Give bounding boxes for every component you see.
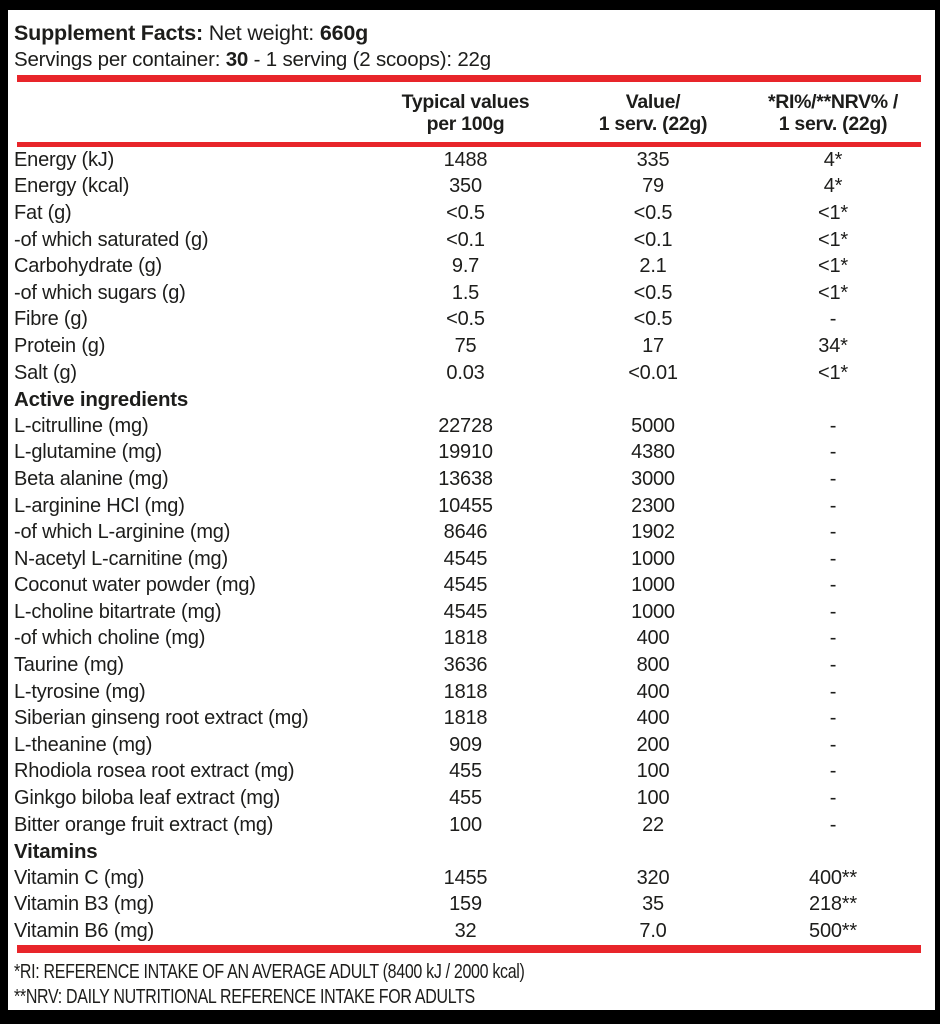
per-serving-value: 17 xyxy=(642,334,664,357)
row-label: Coconut water powder (mg) xyxy=(14,574,256,597)
per-100g-value: <0.1 xyxy=(446,228,485,251)
table-row xyxy=(8,227,935,254)
ri-nrv-value: - xyxy=(829,521,837,544)
ri-nrv-value: - xyxy=(829,414,837,437)
table-row xyxy=(8,626,935,653)
ri-nrv-value: 400** xyxy=(809,866,857,889)
row-label: L-tyrosine (mg) xyxy=(14,680,146,703)
table-row xyxy=(8,573,935,600)
ri-nrv-value: - xyxy=(829,627,837,650)
table-row xyxy=(8,519,935,546)
footnote-nrv: **NRV: DAILY NUTRITIONAL REFERENCE INTAKE FOR ADULTS xyxy=(14,984,475,1008)
row-label: Energy (kcal) xyxy=(14,175,130,198)
row-label: Beta alanine (mg) xyxy=(14,467,169,490)
ri-nrv-value: <1* xyxy=(818,255,848,278)
per-100g-value: 10455 xyxy=(438,494,493,517)
per-100g-value: 100 xyxy=(449,813,482,836)
net-weight-value: 660g xyxy=(319,21,369,45)
ri-nrv-value: 4* xyxy=(823,175,843,198)
per-100g-value: 4545 xyxy=(443,574,488,597)
per-100g-value: 8646 xyxy=(443,521,488,544)
table-row xyxy=(8,493,935,520)
ri-nrv-value: - xyxy=(829,467,837,490)
per-100g-value: 32 xyxy=(454,920,477,943)
per-serving-value: <0.5 xyxy=(633,308,673,331)
section-heading-active-ingredients xyxy=(8,386,935,413)
row-label: Fat (g) xyxy=(14,201,72,224)
table-row xyxy=(8,732,935,759)
row-label: L-theanine (mg) xyxy=(14,733,153,756)
ri-nrv-value: - xyxy=(829,707,837,730)
ri-nrv-value: - xyxy=(829,654,837,677)
per-serving-value: <0.1 xyxy=(633,228,673,251)
per-serving-value: 800 xyxy=(636,654,670,677)
table-column-headers xyxy=(8,92,935,135)
label-header xyxy=(8,10,935,73)
table-row xyxy=(8,200,935,227)
table-row xyxy=(8,333,935,360)
ri-nrv-value: <1* xyxy=(818,281,848,304)
divider-top xyxy=(17,75,921,82)
ri-nrv-value: <1* xyxy=(818,361,848,384)
row-label: Vitamin B6 (mg) xyxy=(14,920,155,943)
table-row xyxy=(8,174,935,201)
per-100g-value: 3636 xyxy=(443,654,488,677)
row-label: L-citrulline (mg) xyxy=(14,414,149,437)
table-row xyxy=(8,307,935,334)
row-label: L-glutamine (mg) xyxy=(14,441,162,464)
footnotes xyxy=(14,959,935,1009)
per-serving-value: 400 xyxy=(636,680,670,703)
table-row xyxy=(8,599,935,626)
row-label: -of which L-arginine (mg) xyxy=(14,521,231,544)
per-serving-value: <0.5 xyxy=(633,201,673,224)
per-serving-value: <0.01 xyxy=(628,361,678,384)
per-serving-value: 2.1 xyxy=(639,255,667,278)
ri-nrv-value: <1* xyxy=(818,201,848,224)
ri-nrv-value: 500** xyxy=(809,920,857,943)
per-serving-value: 320 xyxy=(636,866,670,889)
per-100g-value: 1.5 xyxy=(451,281,480,304)
per-100g-value: 1488 xyxy=(443,148,488,171)
per-100g-value: 9.7 xyxy=(451,255,480,278)
table-row xyxy=(8,679,935,706)
header-line-2 xyxy=(14,47,935,73)
per-serving-value: 7.0 xyxy=(639,920,667,943)
row-label: Vitamin C (mg) xyxy=(14,866,145,889)
table-row xyxy=(8,865,935,892)
row-label: Taurine (mg) xyxy=(14,654,124,677)
row-label: -of which sugars (g) xyxy=(14,281,186,304)
table-row xyxy=(8,812,935,839)
per-serving-value: 1000 xyxy=(631,547,675,570)
row-label: Energy (kJ) xyxy=(14,148,115,171)
per-100g-value: 350 xyxy=(449,175,482,198)
table-row xyxy=(8,785,935,812)
per-serving-value: 4380 xyxy=(631,441,675,464)
table-row xyxy=(8,413,935,440)
per-serving-value: 335 xyxy=(636,148,670,171)
table-row xyxy=(8,253,935,280)
row-label: -of which saturated (g) xyxy=(14,228,209,251)
per-serving-value: 100 xyxy=(636,760,670,783)
table-row xyxy=(8,360,935,387)
per-100g-value: 0.03 xyxy=(446,361,485,384)
per-100g-value: 1818 xyxy=(443,627,488,650)
per-100g-value: 75 xyxy=(454,334,477,357)
ri-nrv-value: - xyxy=(829,760,837,783)
row-label: L-arginine HCl (mg) xyxy=(14,494,185,517)
per-serving-value: <0.5 xyxy=(633,281,673,304)
table-row xyxy=(8,546,935,573)
per-100g-value: 1455 xyxy=(443,866,488,889)
ri-nrv-value: - xyxy=(829,308,837,331)
table-row xyxy=(8,652,935,679)
ri-nrv-value: - xyxy=(829,441,837,464)
net-weight-label: Net weight: xyxy=(208,21,315,45)
row-label: Salt (g) xyxy=(14,361,77,384)
column-header-per-serving: Value/ 1 serv. (22g) xyxy=(598,91,708,135)
per-100g-value: 13638 xyxy=(438,467,493,490)
row-label: Bitter orange fruit extract (mg) xyxy=(14,813,274,836)
table-row xyxy=(8,705,935,732)
per-serving-value: 22 xyxy=(642,813,664,836)
row-label: Rhodiola rosea root extract (mg) xyxy=(14,760,295,783)
ri-nrv-value: - xyxy=(829,574,837,597)
per-100g-value: 159 xyxy=(449,893,482,916)
per-100g-value: <0.5 xyxy=(446,308,485,331)
table-row xyxy=(8,147,935,174)
servings-label: Servings per container: xyxy=(14,48,221,71)
per-serving-value: 1902 xyxy=(631,521,675,544)
per-serving-value: 400 xyxy=(636,707,670,730)
row-label: Protein (g) xyxy=(14,334,106,357)
ri-nrv-value: - xyxy=(829,733,837,756)
per-serving-value: 200 xyxy=(636,733,670,756)
table-row xyxy=(8,280,935,307)
ri-nrv-value: 4* xyxy=(823,148,843,171)
per-100g-value: 1818 xyxy=(443,707,488,730)
table-body xyxy=(8,147,935,945)
ri-nrv-value: - xyxy=(829,494,837,517)
ri-nrv-value: <1* xyxy=(818,228,848,251)
per-serving-value: 35 xyxy=(642,893,664,916)
ri-nrv-value: - xyxy=(829,600,837,623)
table-row xyxy=(8,892,935,919)
per-serving-value: 100 xyxy=(636,787,670,810)
section-heading-text: Vitamins xyxy=(14,839,98,863)
row-label: Vitamin B3 (mg) xyxy=(14,893,155,916)
section-heading-text: Active ingredients xyxy=(14,387,189,411)
table-row xyxy=(8,918,935,945)
per-serving-value: 400 xyxy=(636,627,670,650)
ri-nrv-value: - xyxy=(829,547,837,570)
per-100g-value: 455 xyxy=(449,787,482,810)
row-label: Siberian ginseng root extract (mg) xyxy=(14,707,309,730)
per-serving-value: 2300 xyxy=(631,494,675,517)
row-label: -of which choline (mg) xyxy=(14,627,206,650)
row-label: Fibre (g) xyxy=(14,308,88,331)
per-serving-value: 1000 xyxy=(631,600,675,623)
column-header-spacer xyxy=(8,92,373,135)
per-100g-value: 22728 xyxy=(438,414,493,437)
ri-nrv-value: - xyxy=(829,680,837,703)
per-serving-value: 5000 xyxy=(631,414,675,437)
per-100g-value: 1818 xyxy=(443,680,488,703)
ri-nrv-value: 34* xyxy=(818,334,848,357)
ri-nrv-value: - xyxy=(829,787,837,810)
per-100g-value: 4545 xyxy=(443,547,488,570)
row-label: N-acetyl L-carnitine (mg) xyxy=(14,547,228,570)
per-100g-value: 909 xyxy=(449,733,482,756)
ri-nrv-value: - xyxy=(829,813,837,836)
table-row xyxy=(8,466,935,493)
per-100g-value: 455 xyxy=(449,760,482,783)
column-header-ri-nrv: *RI%/**NRV% / 1 serv. (22g) xyxy=(767,91,899,135)
divider-bottom xyxy=(17,945,921,953)
column-header-per-100g: Typical values per 100g xyxy=(401,91,530,135)
per-100g-value: 4545 xyxy=(443,600,488,623)
label-title: Supplement Facts: xyxy=(14,21,203,45)
row-label: L-choline bitartrate (mg) xyxy=(14,600,222,623)
per-serving-value: 3000 xyxy=(631,467,675,490)
serving-detail: - 1 serving (2 scoops): 22g xyxy=(253,48,491,71)
per-100g-value: <0.5 xyxy=(446,201,485,224)
ri-nrv-value: 218** xyxy=(809,893,857,916)
table-row xyxy=(8,440,935,467)
table-row xyxy=(8,759,935,786)
header-line-1 xyxy=(14,19,935,47)
footnote-ri: *RI: REFERENCE INTAKE OF AN AVERAGE ADULT (8400 kJ / 2000 kcal) xyxy=(14,959,525,983)
section-heading-vitamins xyxy=(8,838,935,865)
servings-count: 30 xyxy=(225,48,249,71)
per-serving-value: 79 xyxy=(642,175,664,198)
per-serving-value: 1000 xyxy=(631,574,675,597)
row-label: Carbohydrate (g) xyxy=(14,255,162,278)
row-label: Ginkgo biloba leaf extract (mg) xyxy=(14,787,281,810)
per-100g-value: 19910 xyxy=(438,441,493,464)
